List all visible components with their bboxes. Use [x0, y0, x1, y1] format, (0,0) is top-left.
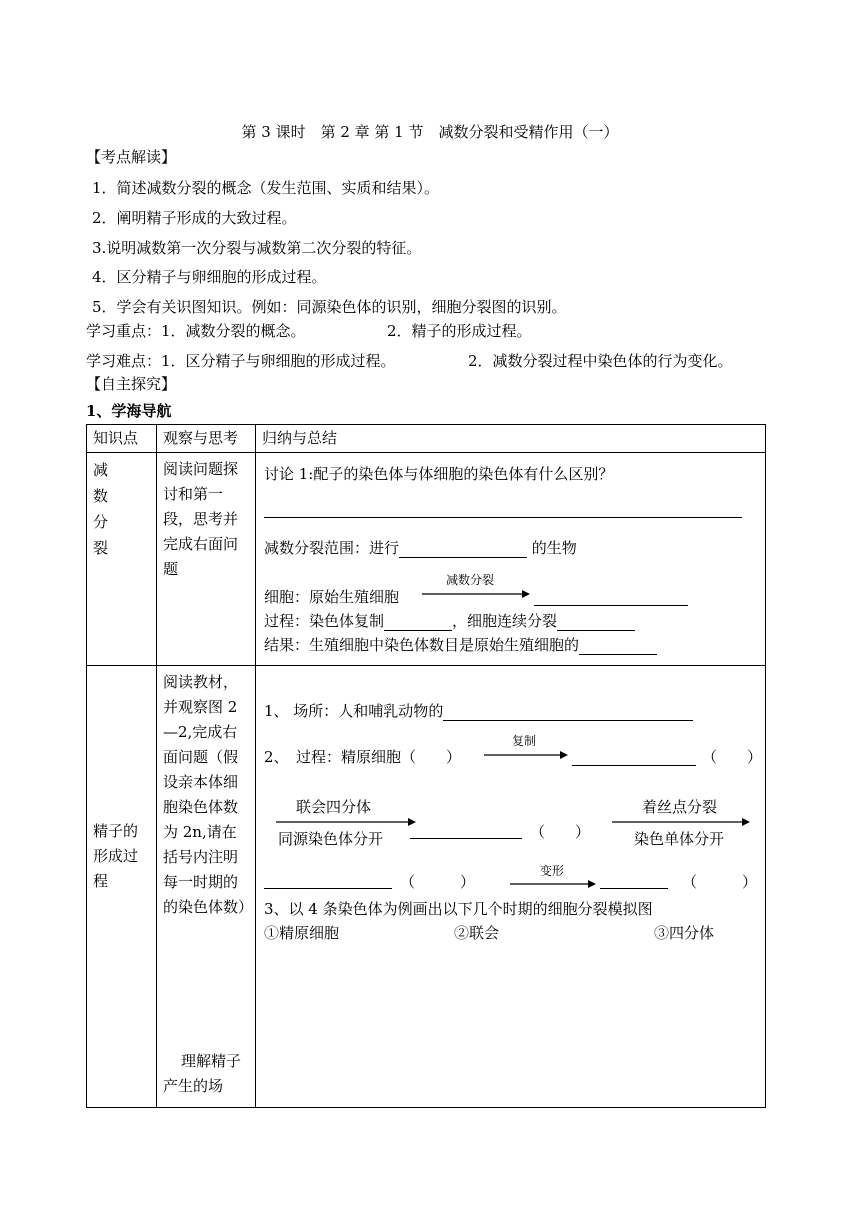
discussion-1: 讨论 1:配子的染色体与体细胞的染色体有什么区别？: [264, 465, 614, 483]
spermatid-blank[interactable]: [264, 888, 392, 889]
observe-meiosis: 阅读问题探讨和第一段，思考并完成右面问题: [157, 453, 256, 666]
stage-spermatogonium: ①精原细胞: [264, 924, 340, 942]
kaodian-item-5: 5．学会有关识图知识。例如：同源染色体的识别，细胞分裂图的识别。: [92, 298, 567, 316]
header-summary: 归纳与总结: [256, 425, 766, 453]
stage-synapsis: ②联会: [454, 924, 500, 942]
sperm-paren: （ ）: [682, 873, 758, 891]
spermatid-paren: （ ）: [400, 873, 476, 891]
stage-tetrad: ③四分体: [654, 924, 715, 942]
kaodian-item-4: 4．区分精子与卵细胞的形成过程。: [92, 268, 327, 286]
meiosis-process: 过程：染色体复制 ，细胞连续分裂: [264, 610, 635, 631]
header-topic: 知识点: [87, 425, 157, 453]
result-blank[interactable]: [579, 636, 657, 655]
zizhu-header: 【自主探究】: [86, 375, 177, 393]
answer-line[interactable]: [264, 517, 742, 518]
secondary-paren: （ ）: [530, 823, 591, 841]
meiosis-cell: 细胞：原始生殖细胞: [264, 588, 400, 606]
meiosis-range: 减数分裂范围：进行 的生物: [264, 539, 577, 557]
study-table: [86, 424, 766, 1108]
focus-label: 学习重点：: [86, 322, 162, 340]
arrow-copy-label: 复制: [512, 734, 537, 748]
kaodian-item-3: 3.说明减数第一次分裂与减数第二次分裂的特征。: [92, 239, 422, 257]
summary-meiosis: [256, 453, 766, 666]
sperm-place: 1、 场所：人和哺乳动物的: [264, 700, 693, 721]
place-blank[interactable]: [443, 702, 693, 721]
arrow-separate-label: 同源染色体分开: [278, 830, 384, 848]
arrow-synapsis: [276, 817, 416, 827]
kaodian-item-2: 2．阐明精子形成的大致过程。: [92, 209, 297, 227]
summary-sperm: [256, 666, 766, 1108]
header-observe: 观察与思考: [157, 425, 256, 453]
observe-sperm-2: 理解精子产生的场: [163, 1052, 242, 1095]
replication-blank[interactable]: [384, 612, 452, 631]
difficulty-label: 学习难点：: [86, 352, 162, 370]
arrow-copy: [484, 750, 568, 760]
arrow-centromere-label: 着丝点分裂: [642, 798, 718, 816]
difficulty-line: [86, 350, 396, 371]
focus-item-2: 2．精子的形成过程。: [387, 322, 532, 340]
division-blank[interactable]: [557, 612, 635, 631]
arrow-transform: [510, 879, 596, 889]
meiosis-result: 结果：生殖细胞中染色体数目是原始生殖细胞的: [264, 634, 657, 655]
cell-blank[interactable]: [534, 605, 688, 606]
arrow-centromere: [612, 817, 750, 827]
arrow-meiosis-label: 减数分裂: [446, 573, 495, 587]
observe-sperm: 阅读教材，并观察图 2—2,完成右面问题（假设亲本体细胞染色体数为 2n,请在括号内注明每一时期的的染色体数） 理解精子产生的场: [157, 666, 256, 1108]
draw-task: 3、以 4 条染色体为例画出以下几个时期的细胞分裂模拟图: [264, 900, 653, 918]
arrow-chromatid-label: 染色单体分开: [634, 830, 725, 848]
page-title: 第 3 课时 第 2 章 第 1 节 减数分裂和受精作用（一）: [241, 123, 619, 141]
sperm-blank[interactable]: [600, 888, 668, 889]
primary-paren: （ ）: [702, 748, 763, 766]
difficulty-item-2: 2．减数分裂过程中染色体的行为变化。: [468, 352, 733, 370]
arrow-meiosis: [422, 589, 530, 599]
difficulty-item-1: 1．区分精子与卵细胞的形成过程。: [161, 352, 396, 370]
zizhu-sub: 1、学海导航: [86, 402, 172, 420]
topic-sperm: 精子的形成过程: [87, 666, 157, 1108]
kaodian-header: 【考点解读】: [86, 148, 177, 166]
secondary-blank[interactable]: [410, 838, 522, 839]
primary-blank[interactable]: [572, 765, 696, 766]
kaodian-item-1: 1．简述减数分裂的概念（发生范围、实质和结果）。: [92, 179, 440, 197]
range-blank[interactable]: [399, 539, 527, 558]
arrow-synapsis-label: 联会四分体: [296, 798, 372, 816]
topic-meiosis: 减 数 分 裂: [87, 453, 157, 666]
sperm-process: 2、 过程：精原细胞（ ）: [264, 748, 462, 766]
focus-line: [86, 320, 306, 341]
focus-item-1: 1．减数分裂的概念。: [161, 322, 306, 340]
arrow-transform-label: 变形: [540, 864, 565, 878]
